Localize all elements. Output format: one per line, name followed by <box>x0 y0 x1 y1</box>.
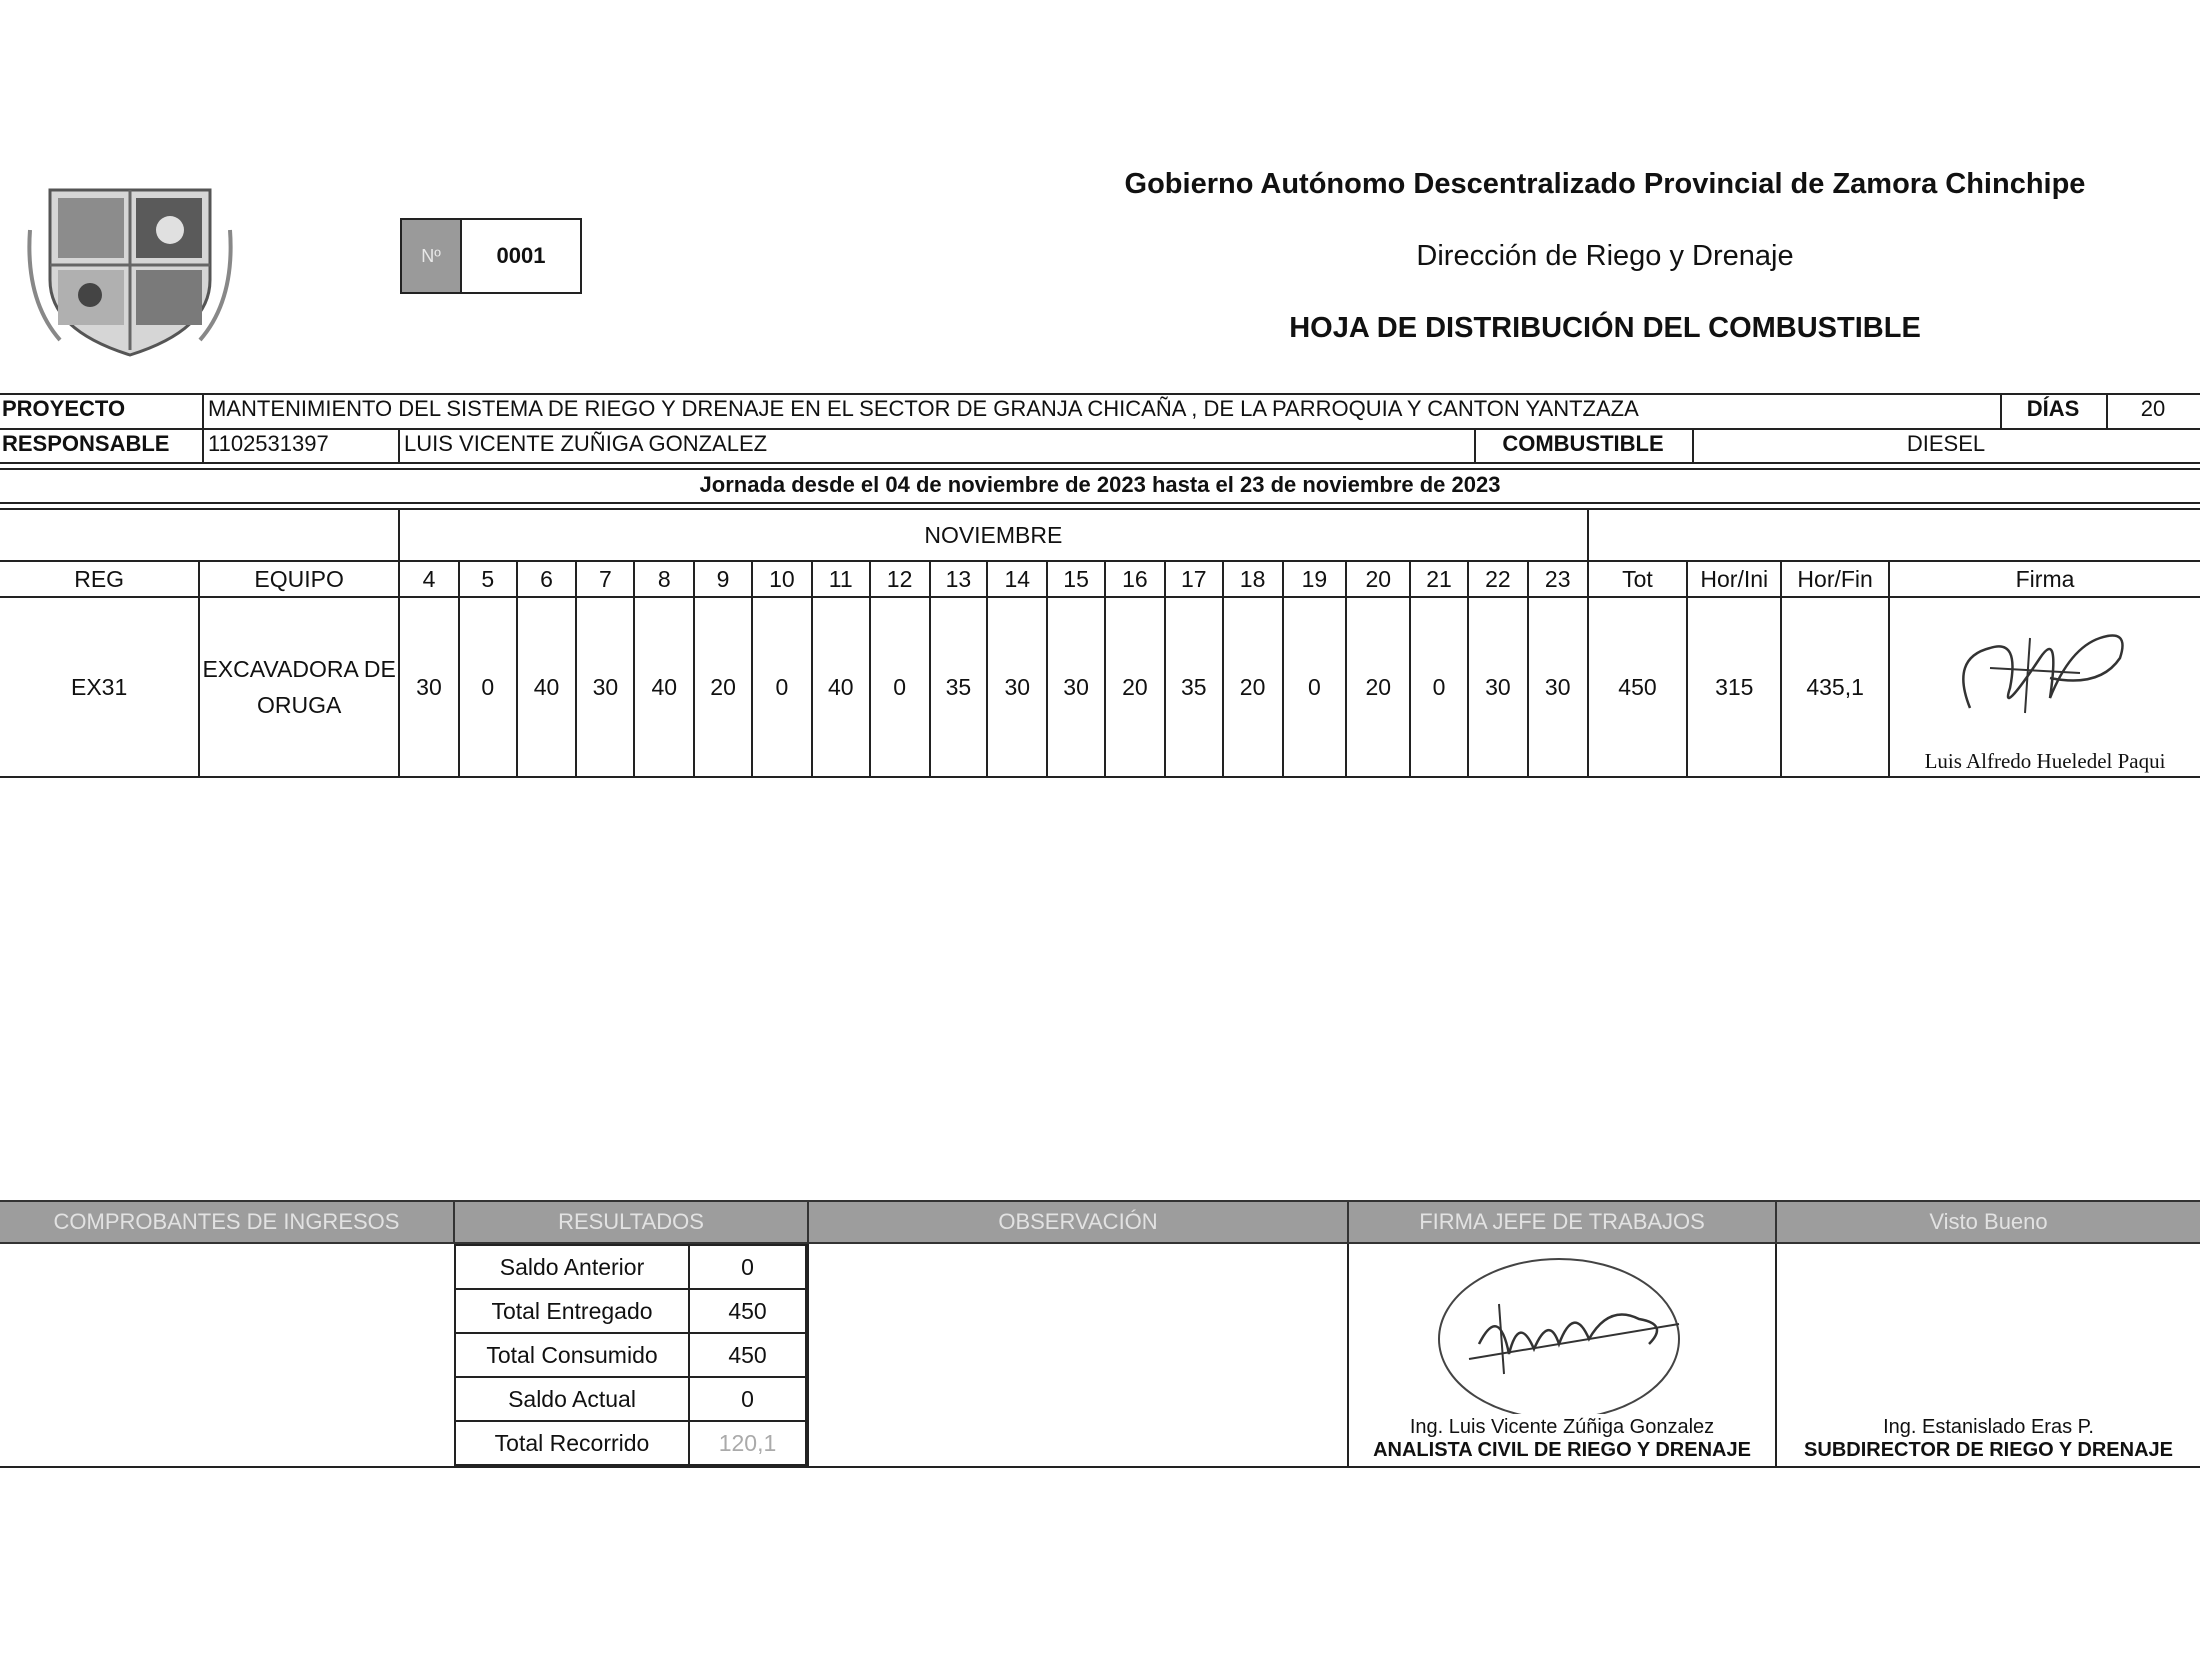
result-value: 0 <box>689 1377 806 1421</box>
responsable-label: RESPONSABLE <box>2 431 170 456</box>
cell-day-value: 20 <box>1346 597 1410 777</box>
col-day: 12 <box>870 561 930 597</box>
col-day: 19 <box>1283 561 1347 597</box>
direction-title: Dirección de Riego y Drenaje <box>1416 240 1794 272</box>
cell-day-value: 0 <box>1283 597 1347 777</box>
result-value: 450 <box>689 1289 806 1333</box>
result-row <box>455 1421 806 1465</box>
firma-jefe-cell <box>1348 1243 1776 1467</box>
cell-day-value: 20 <box>1105 597 1165 777</box>
cell-day-value: 30 <box>1047 597 1105 777</box>
header-firma-jefe: FIRMA JEFE DE TRABAJOS <box>1348 1201 1776 1243</box>
grid-header-row <box>0 561 2200 597</box>
result-label: Saldo Anterior <box>455 1245 689 1289</box>
cell-day-value: 30 <box>1528 597 1588 777</box>
col-day: 6 <box>517 561 577 597</box>
results-table <box>454 1244 807 1466</box>
number-label: Nº <box>402 220 462 292</box>
col-day: 22 <box>1468 561 1528 597</box>
jefe-signature-image <box>1409 1244 1709 1414</box>
cell-day-value: 0 <box>459 597 517 777</box>
cell-hor-ini: 315 <box>1687 597 1781 777</box>
month-header: NOVIEMBRE <box>399 509 1588 561</box>
header-resultados: RESULTADOS <box>454 1201 808 1243</box>
cell-day-value: 30 <box>576 597 634 777</box>
proyecto-label: PROYECTO <box>2 396 126 421</box>
col-day: 17 <box>1165 561 1223 597</box>
result-row <box>455 1289 806 1333</box>
col-day: 20 <box>1346 561 1410 597</box>
col-firma: Firma <box>1889 561 2200 597</box>
combustible-value: DIESEL <box>1906 431 1986 456</box>
cell-day-value: 30 <box>1468 597 1528 777</box>
col-day: 13 <box>930 561 988 597</box>
col-hor-ini: Hor/Ini <box>1687 561 1781 597</box>
combustible-label: COMBUSTIBLE <box>1502 431 1664 456</box>
col-hor-fin: Hor/Fin <box>1781 561 1889 597</box>
resultados-cell <box>454 1243 808 1467</box>
col-day: 16 <box>1105 561 1165 597</box>
result-label: Total Entregado <box>455 1289 689 1333</box>
cell-hor-fin: 435,1 <box>1781 597 1889 777</box>
cell-day-value: 20 <box>694 597 752 777</box>
dias-value: 20 <box>2140 396 2166 421</box>
jefe-role: ANALISTA CIVIL DE RIEGO Y DRENAJE <box>1373 1439 1751 1461</box>
cell-day-value: 30 <box>399 597 459 777</box>
col-day: 9 <box>694 561 752 597</box>
dias-label: DÍAS <box>2026 396 2080 421</box>
result-label: Saldo Actual <box>455 1377 689 1421</box>
visto-role: SUBDIRECTOR DE RIEGO Y DRENAJE <box>1804 1439 2173 1461</box>
cell-reg: EX31 <box>0 597 199 777</box>
header-observacion: OBSERVACIÓN <box>808 1201 1348 1243</box>
col-day: 7 <box>576 561 634 597</box>
col-day: 21 <box>1410 561 1468 597</box>
col-day: 18 <box>1223 561 1283 597</box>
result-value: 120,1 <box>689 1421 806 1465</box>
cell-day-value: 20 <box>1223 597 1283 777</box>
result-row <box>455 1245 806 1289</box>
proyecto-value: MANTENIMIENTO DEL SISTEMA DE RIEGO Y DRENAJE EN EL SECTOR DE GRANJA CHICAÑA , DE LA PARROQUIA Y CANTON YANTZAZA <box>208 396 1639 421</box>
responsable-id: 1102531397 <box>208 431 329 456</box>
visto-name: Ing. Estanislado Eras P. <box>1883 1416 2094 1438</box>
table-row <box>0 597 2200 777</box>
result-row <box>455 1333 806 1377</box>
cell-day-value: 35 <box>1165 597 1223 777</box>
government-title: Gobierno Autónomo Descentralizado Provincial de Zamora Chinchipe <box>1124 168 2086 200</box>
operator-signature-name: Luis Alfredo Hueledel Paqui <box>1924 749 2166 773</box>
jefe-name: Ing. Luis Vicente Zúñiga Gonzalez <box>1409 1416 1715 1438</box>
visto-bueno-cell <box>1776 1243 2200 1467</box>
col-equipo: EQUIPO <box>199 561 399 597</box>
cell-day-value: 0 <box>752 597 812 777</box>
cell-day-value: 40 <box>634 597 694 777</box>
col-day: 14 <box>987 561 1047 597</box>
col-day: 10 <box>752 561 812 597</box>
col-tot: Tot <box>1588 561 1688 597</box>
comprobantes-cell <box>0 1243 454 1467</box>
cell-day-value: 40 <box>812 597 870 777</box>
cell-tot: 450 <box>1588 597 1688 777</box>
responsable-name: LUIS VICENTE ZUÑIGA GONZALEZ <box>404 431 768 456</box>
cell-firma <box>1889 597 2200 777</box>
cell-day-value: 30 <box>987 597 1047 777</box>
document-number-box <box>400 218 582 294</box>
cell-equipo: EXCAVADORA DE ORUGA <box>199 597 399 777</box>
result-row <box>455 1377 806 1421</box>
provincial-coat-of-arms-logo <box>20 170 240 360</box>
col-day: 23 <box>1528 561 1588 597</box>
col-day: 4 <box>399 561 459 597</box>
jornada-text: Jornada desde el 04 de noviembre de 2023 hasta el 23 de noviembre de 2023 <box>699 472 1501 497</box>
summary-section <box>0 1200 2200 1468</box>
col-day: 5 <box>459 561 517 597</box>
result-label: Total Consumido <box>455 1333 689 1377</box>
cell-day-value: 35 <box>930 597 988 777</box>
col-day: 8 <box>634 561 694 597</box>
header-visto-bueno: Visto Bueno <box>1776 1201 2200 1243</box>
col-day: 11 <box>812 561 870 597</box>
number-value: 0001 <box>496 243 546 268</box>
result-value: 450 <box>689 1333 806 1377</box>
header-comprobantes: COMPROBANTES DE INGRESOS <box>0 1201 454 1243</box>
observacion-cell <box>808 1243 1348 1467</box>
document-title: HOJA DE DISTRIBUCIÓN DEL COMBUSTIBLE <box>1289 312 1921 344</box>
cell-day-value: 0 <box>870 597 930 777</box>
cell-day-value: 40 <box>517 597 577 777</box>
col-reg: REG <box>0 561 199 597</box>
cell-day-value: 0 <box>1410 597 1468 777</box>
result-label: Total Recorrido <box>455 1421 689 1465</box>
col-day: 15 <box>1047 561 1105 597</box>
result-value: 0 <box>689 1245 806 1289</box>
operator-signature-image <box>1930 618 2170 728</box>
fuel-distribution-grid <box>0 508 2200 778</box>
